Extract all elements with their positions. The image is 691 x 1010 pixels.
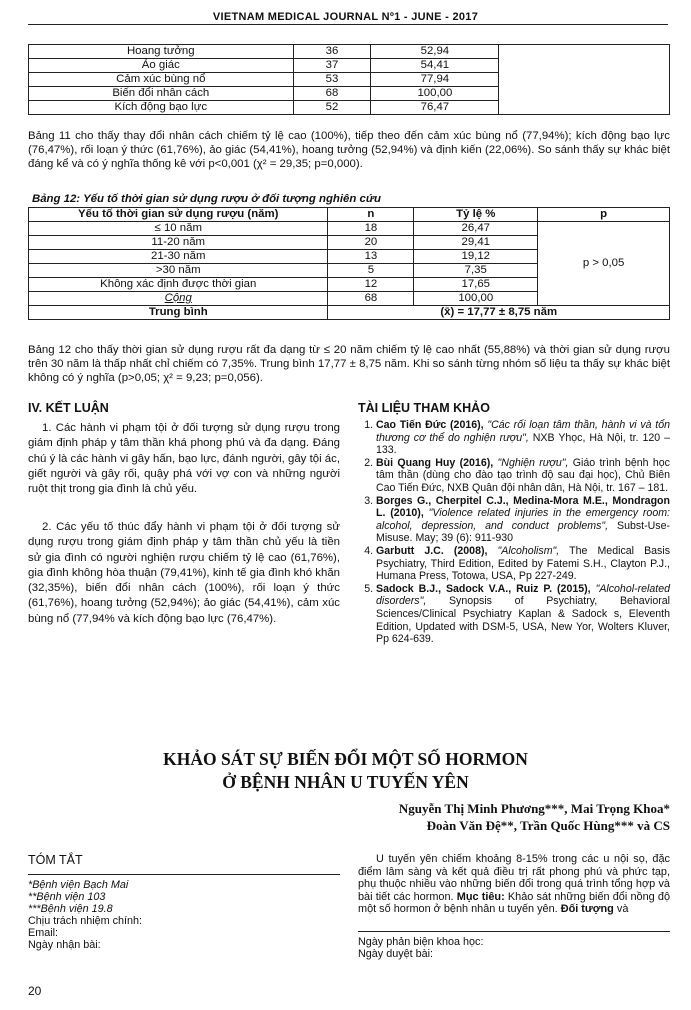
received-date-label: Ngày nhận bài: <box>28 939 101 951</box>
reference-title: "Violence related injuries in the emergency room: alcohol, depression, and conduct problems", <box>376 507 670 532</box>
corresponding-author-label: Chịu trách nhiệm chính: <box>28 915 143 927</box>
review-rule <box>358 931 670 932</box>
table-12-pct: 26,47 <box>414 222 538 236</box>
aim-text: Khảo sát những biến đổi nồng độ một số hormon ở bệnh nhân u tuyến yên. <box>358 890 671 916</box>
page-number: 20 <box>28 984 42 998</box>
affiliation-3: ***Bệnh viện 19.8 <box>28 903 113 915</box>
references-list <box>358 419 670 646</box>
table-12-header-p: p <box>538 208 670 222</box>
table-12-total-n: 68 <box>328 292 414 306</box>
reference-title: "Nghiện rượu", <box>497 456 569 469</box>
reference-item <box>376 545 670 583</box>
table-12-factor: 21-30 năm <box>29 250 328 264</box>
affiliation-1: *Bệnh viện Bạch Mai <box>28 879 129 891</box>
reference-item <box>376 583 670 646</box>
table-11-pct: 76,47 <box>371 101 499 115</box>
table-12-n: 5 <box>328 264 414 278</box>
subject-text: và <box>613 903 629 916</box>
table-11-n: 53 <box>293 73 371 87</box>
table-12-n: 18 <box>328 222 414 236</box>
table-11-row <box>29 45 670 59</box>
abstract-intro: U tuyến yên chiếm khoảng 8-15% trong các u nội sọ, đặc điểm lâm sàng và kết quả điều trị rất phong phú và phức tạp, phụ thuộc nhiều vào những biến đổi trong quá trình tổng hợp và bài tiết các hormon. <box>358 853 670 903</box>
table-12-mean-value: (x̄) = 17,77 ± 8,75 năm <box>328 306 670 320</box>
reference-item <box>376 457 670 495</box>
table-12-total-pct: 100,00 <box>414 292 538 306</box>
reference-details: NXB Yhọc, Hà Nội, tr. 120 – 133. <box>376 431 671 457</box>
table-12 <box>28 207 670 320</box>
approval-date-label: Ngày duyệt bài: <box>358 948 434 960</box>
reference-author: Bùi Quang Huy (2016), <box>376 456 494 469</box>
table-12-n: 20 <box>328 236 414 250</box>
table-11 <box>28 44 670 115</box>
reference-item <box>376 495 670 545</box>
review-date-label: Ngày phản biện khoa học: <box>358 936 484 948</box>
reference-title: "Các rối loạn tâm thần, hành vi và tổn thương cơ thể do nghiện rượu", <box>376 419 670 444</box>
table-12-mean-label: Trung bình <box>29 306 328 320</box>
journal-header: VIETNAM MEDICAL JOURNAL Nº1 - JUNE - 2017 <box>212 11 479 23</box>
table-11-n: 36 <box>293 45 371 59</box>
table-12-header-factor: Yếu tố thời gian sử dụng rượu (năm) <box>29 208 328 222</box>
table-11-pct: 77,94 <box>371 73 499 87</box>
reference-title: "Alcohol-related disorders", <box>376 582 670 608</box>
reference-details: Subst-Use-Misuse. May; 39 (6): 911-930 <box>376 519 670 545</box>
table-12-pct: 19,12 <box>414 250 538 264</box>
conclusion-point-2: 2. Các yếu tố thúc đẩy hành vi phạm tội ở đối tượng sử dụng rượu trong giám định pháp y tâm thần chủ yếu là tiền sử gia đình có người nghiện rượu chiếm tỷ lệ cao (61,76%), gia đình không hòa thuận (79,41%), kinh tế gia đình khó khăn (32,35%), biến đổi nhân cách (100%), rối loạn ý thức (61,76%), hoang tưởng (52,94%); ảo giác (54,41%), cảm xúc bùng nổ (77,94% và kích động bạo lực (76,47%). <box>28 521 340 625</box>
header-rule <box>28 24 668 25</box>
abstract-text <box>358 853 670 916</box>
reference-details: Synopsis of Psychiatry, Behavioral Sciences/Clinical Psychiatry Kaplan & Sadock s, Eleventh Edition, Updated with DSM-5, USA, New Yor, Wolters Kluver, Pp 624-639. <box>376 595 670 646</box>
table-12-factor: Không xác định được thời gian <box>29 278 328 292</box>
table-11-n: 52 <box>293 101 371 115</box>
authors-line-1: Nguyễn Thị Minh Phương***, Mai Trọng Khoa* <box>398 801 670 816</box>
table-12-pct: 17,65 <box>414 278 538 292</box>
subject-label: Đối tượng <box>560 903 614 916</box>
references-heading: TÀI LIỆU THAM KHẢO <box>358 401 490 415</box>
affiliation-2: **Bệnh viện 103 <box>28 891 106 903</box>
table-11-factor: Biến đổi nhân cách <box>29 87 294 101</box>
table-12-header-pct: Tỷ lệ % <box>414 208 538 222</box>
conclusion-point-1: 1. Các hành vi phạm tội ở đối tượng sử dụng rượu trong giám định pháp y tâm thần khá phong phú và đa dạng. Đáng chú ý là các hành vi gây hấn, bạo lực, đánh người, gây tội ác, giết người và gây rối, quậy phá với vợ con và những người ruột thịt trong gia đình là chủ yếu. <box>28 422 340 496</box>
table-11-pct: 54,41 <box>371 59 499 73</box>
table-12-factor: 11-20 năm <box>29 236 328 250</box>
table-12-n: 13 <box>328 250 414 264</box>
table-12-n: 12 <box>328 278 414 292</box>
summary-heading: TÓM TẮT <box>28 853 83 867</box>
table-12-mean-row <box>29 306 670 320</box>
article-title-line-1: KHẢO SÁT SỰ BIẾN ĐỔI MỘT SỐ HORMON <box>163 749 528 769</box>
affiliation-rule <box>28 874 340 875</box>
table-12-p-value: p > 0,05 <box>538 222 670 306</box>
reference-author: Cao Tiến Đức (2016), <box>376 419 484 431</box>
email-label: Email: <box>28 927 58 939</box>
table-12-total-label: Cộng <box>29 292 328 306</box>
table-11-factor: Hoang tưởng <box>29 45 294 59</box>
table-12-factor: ≤ 10 năm <box>29 222 328 236</box>
table-12-row <box>29 222 670 236</box>
table-12-pct: 7,35 <box>414 264 538 278</box>
authors-line-2: Đoàn Văn Đệ**, Trần Quốc Hùng*** và CS <box>426 818 670 833</box>
table-11-factor: Kích động bạo lực <box>29 101 294 115</box>
reference-title: "Alcoholism", <box>497 544 560 557</box>
table-11-pct: 52,94 <box>371 45 499 59</box>
table-12-description: Bảng 12 cho thấy thời gian sử dụng rượu rất đa dạng từ ≤ 20 năm chiếm tỷ lệ cao nhất (55,88%) và thời gian sử dụng rượu trên 30 năm là thấp nhất chỉ chiếm có 7,35%. Trung bình 17,77 ± 8,75 năm. Khi so sánh từng nhóm số liệu ta thấy sự khác biệt không có ý nghĩa (p>0,05; χ² = 9,23; p=0,056). <box>28 344 670 384</box>
reference-details: The Medical Basis Psychiatry, Third Edition, Edited by Fatemi S.H., Clayton P.J., Humana Press, Totowa, USA, Pp 227-249. <box>376 544 670 583</box>
table-11-n: 68 <box>293 87 371 101</box>
table-12-caption: Bảng 12: Yếu tố thời gian sử dụng rượu ở đối tượng nghiên cứu <box>32 193 381 205</box>
table-12-header-n: n <box>328 208 414 222</box>
table-12-factor: >30 năm <box>29 264 328 278</box>
reference-author: Sadock B.J., Sadock V.A., Ruiz P. (2015), <box>376 582 591 595</box>
table-11-pct: 100,00 <box>371 87 499 101</box>
table-11-description: Bảng 11 cho thấy thay đổi nhân cách chiếm tỷ lệ cao (100%), tiếp theo đến cảm xúc bùng nổ (77,94%); kích động bạo lực (76,47%), rối loạn ý thức (61,76%), ảo giác (54,41%), hoang tưởng (52,94%) và định kiến (22,06%). So sánh thấy sự khác biệt đáng kể và có ý nghĩa thống kê với p<0,001 (χ² = 29,35; p=0,000). <box>28 130 670 170</box>
reference-author: Garbutt J.C. (2008), <box>376 544 488 557</box>
table-11-p-cell <box>499 45 670 115</box>
table-11-factor: Ảo giác <box>29 59 294 73</box>
article-title-line-2: Ở BỆNH NHÂN U TUYẾN YÊN <box>222 772 469 792</box>
reference-details: Giáo trình bệnh học tâm thần (dùng cho đào tạo trình độ sau đại học), Chủ Biên Cao Tiến Đức, NXB Quân đội nhân dân, Hà Nội, tr. 167 – 181. <box>376 456 670 494</box>
aim-label: Mục tiêu: <box>456 890 505 903</box>
conclusion-heading: IV. KẾT LUẬN <box>28 401 109 415</box>
table-11-factor: Cảm xúc bùng nổ <box>29 73 294 87</box>
table-12-pct: 29,41 <box>414 236 538 250</box>
table-11-n: 37 <box>293 59 371 73</box>
reference-item <box>376 419 670 457</box>
reference-author: Borges G., Cherpitel C.J., Medina-Mora M.E., Mondragon L. (2010), <box>376 494 670 520</box>
